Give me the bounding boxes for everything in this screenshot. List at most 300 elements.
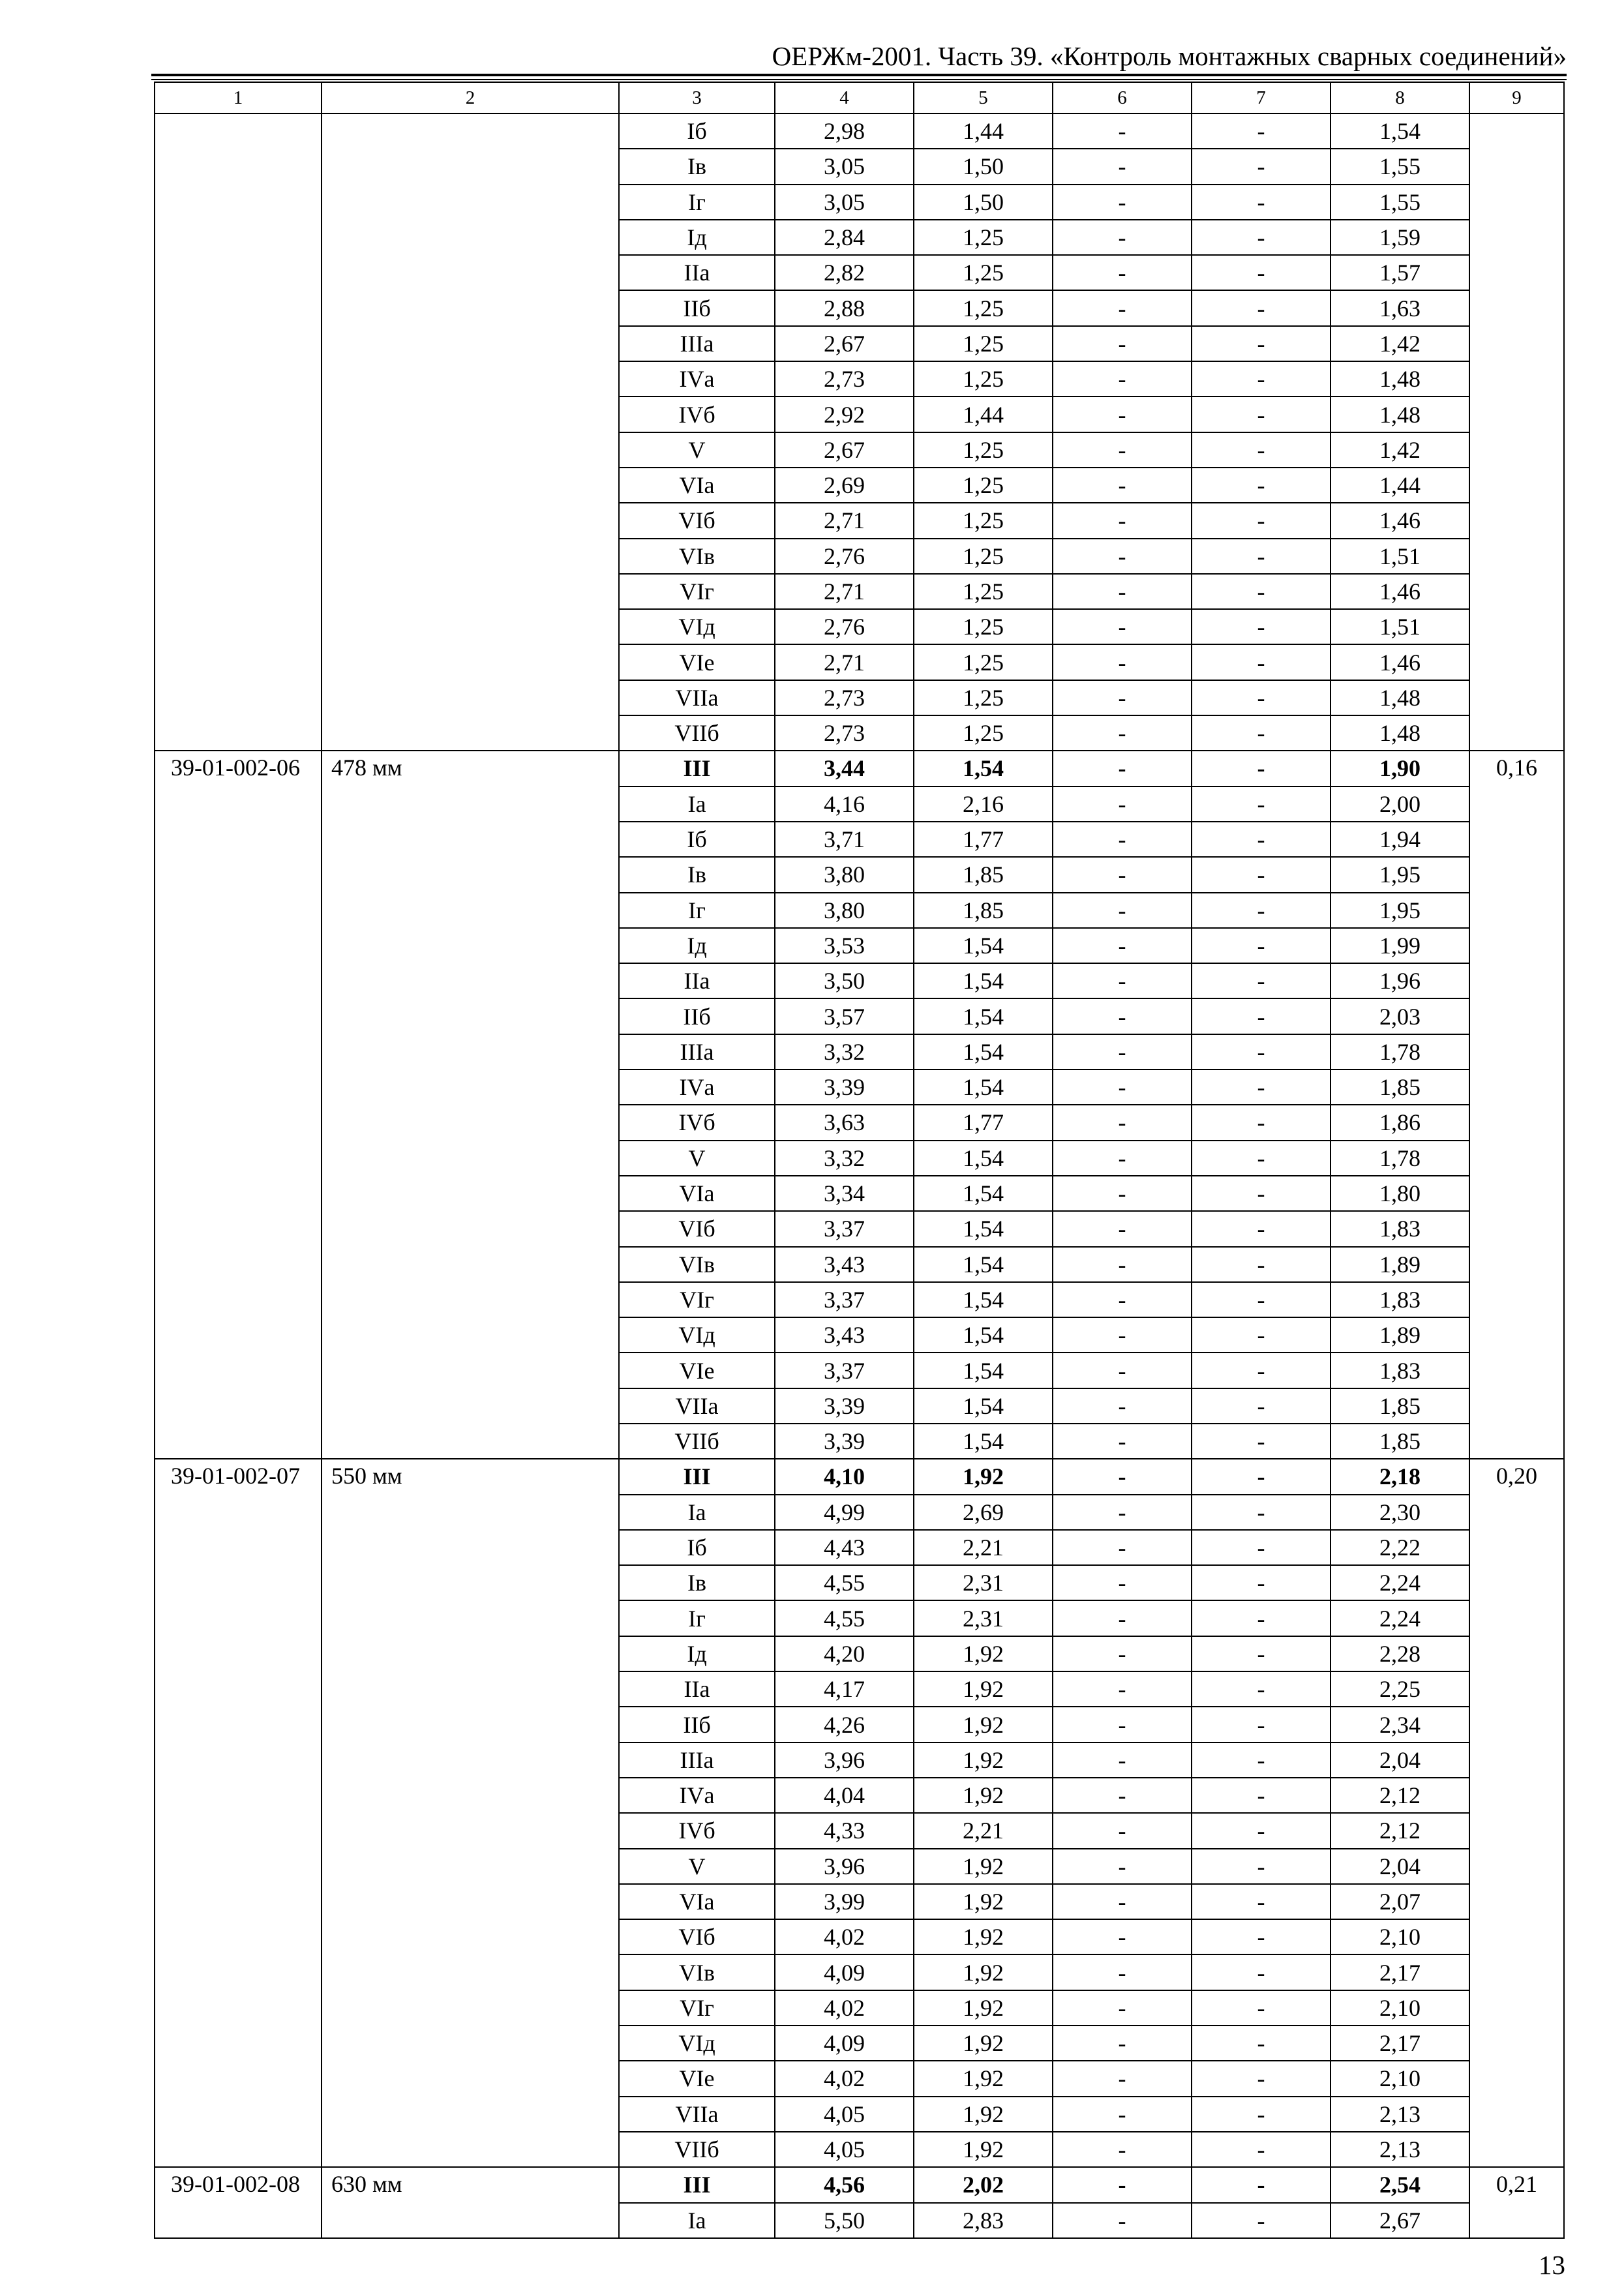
category-cell: IVб (619, 1813, 775, 1848)
value-col5: 1,54 (914, 1388, 1053, 1424)
value-col5: 1,77 (914, 822, 1053, 857)
value-col4: 4,20 (775, 1636, 914, 1671)
value-col8: 1,57 (1331, 255, 1469, 290)
value-col6: - (1053, 255, 1192, 290)
category-cell: VIг (619, 1282, 775, 1317)
value-col7: - (1192, 2026, 1331, 2061)
value-col5: 1,92 (914, 1459, 1053, 1494)
value-col5: 1,25 (914, 220, 1053, 255)
value-col5: 1,54 (914, 928, 1053, 963)
category-cell: VIв (619, 1247, 775, 1282)
value-col8: 1,83 (1331, 1282, 1469, 1317)
value-col4: 2,98 (775, 113, 914, 149)
value-col8: 2,03 (1331, 998, 1469, 1034)
value-col7: - (1192, 2061, 1331, 2096)
value-col5: 1,54 (914, 1247, 1053, 1282)
category-cell: VIIа (619, 1388, 775, 1424)
value-col7: - (1192, 1600, 1331, 1636)
value-col4: 4,10 (775, 1459, 914, 1494)
value-col6: - (1053, 2026, 1192, 2061)
value-col4: 3,57 (775, 998, 914, 1034)
value-col7: - (1192, 2097, 1331, 2132)
value-col4: 2,76 (775, 609, 914, 644)
value-col4: 5,50 (775, 2203, 914, 2238)
value-col5: 2,83 (914, 2203, 1053, 2238)
page-number: 13 (1539, 2250, 1565, 2280)
table-row (155, 113, 1564, 149)
value-col5: 1,85 (914, 857, 1053, 892)
value-col8: 2,30 (1331, 1495, 1469, 1530)
category-cell: III (619, 1459, 775, 1494)
value-col4: 4,09 (775, 2026, 914, 2061)
category-cell: IVа (619, 361, 775, 396)
value-col7: - (1192, 609, 1331, 644)
category-cell: Iв (619, 149, 775, 184)
value-col7: - (1192, 751, 1331, 786)
value-col6: - (1053, 715, 1192, 751)
value-col7: - (1192, 539, 1331, 574)
value-col4: 2,67 (775, 432, 914, 468)
value-col6: - (1053, 1636, 1192, 1671)
value-col7: - (1192, 1919, 1331, 1954)
value-col4: 4,16 (775, 786, 914, 822)
value-col5: 1,25 (914, 468, 1053, 503)
value-col6: - (1053, 1849, 1192, 1884)
value-col8: 1,55 (1331, 149, 1469, 184)
value-col4: 4,02 (775, 1919, 914, 1954)
value-col8: 1,85 (1331, 1388, 1469, 1424)
value-col6: - (1053, 113, 1192, 149)
value-col6: - (1053, 2097, 1192, 2132)
category-cell: IVб (619, 1105, 775, 1140)
value-col6: - (1053, 928, 1192, 963)
value-col8: 1,95 (1331, 893, 1469, 928)
value-col6: - (1053, 1671, 1192, 1707)
value-col4: 2,73 (775, 680, 914, 715)
category-cell: VIIб (619, 2132, 775, 2167)
value-col6: - (1053, 680, 1192, 715)
value-col5: 1,92 (914, 1707, 1053, 1742)
value-col5: 1,25 (914, 290, 1053, 325)
category-cell: VIе (619, 2061, 775, 2096)
value-col6: - (1053, 1141, 1192, 1176)
value-col6: - (1053, 1919, 1192, 1954)
value-col6: - (1053, 1070, 1192, 1105)
value-col7: - (1192, 1743, 1331, 1778)
value-col8: 1,42 (1331, 326, 1469, 361)
value-col4: 2,71 (775, 503, 914, 538)
value-col8: 1,46 (1331, 574, 1469, 609)
value-col8: 1,99 (1331, 928, 1469, 963)
column-number: 8 (1331, 82, 1469, 113)
category-cell: IIа (619, 255, 775, 290)
category-cell: Iб (619, 113, 775, 149)
value-col6: - (1053, 751, 1192, 786)
value-col4: 4,55 (775, 1565, 914, 1600)
value-col8: 1,44 (1331, 468, 1469, 503)
value-col4: 3,39 (775, 1388, 914, 1424)
category-cell: IIIа (619, 326, 775, 361)
category-cell: Iа (619, 786, 775, 822)
value-col4: 3,50 (775, 963, 914, 998)
category-cell: Iд (619, 220, 775, 255)
value-col6: - (1053, 1743, 1192, 1778)
value-col4: 4,02 (775, 1990, 914, 2026)
value-col5: 1,25 (914, 680, 1053, 715)
value-col5: 1,92 (914, 1849, 1053, 1884)
value-col8: 2,12 (1331, 1778, 1469, 1813)
value-col7: - (1192, 149, 1331, 184)
value-col8: 1,89 (1331, 1317, 1469, 1353)
value-col5: 2,02 (914, 2167, 1053, 2202)
value-col6: - (1053, 432, 1192, 468)
value-col8: 1,48 (1331, 715, 1469, 751)
diameter-cell: 550 мм (322, 1459, 619, 2167)
category-cell: IIIа (619, 1034, 775, 1070)
value-col7: - (1192, 396, 1331, 432)
value-col5: 1,92 (914, 1778, 1053, 1813)
rate-code-cell: 39-01-002-06 (155, 751, 322, 1459)
value-col8: 1,94 (1331, 822, 1469, 857)
value-col4: 3,96 (775, 1743, 914, 1778)
value-col6: - (1053, 2132, 1192, 2167)
column-number: 4 (775, 82, 914, 113)
value-col6: - (1053, 396, 1192, 432)
value-col4: 3,39 (775, 1424, 914, 1459)
value-col7: - (1192, 1176, 1331, 1211)
category-cell: VIб (619, 503, 775, 538)
value-col5: 2,21 (914, 1530, 1053, 1565)
value-col8: 2,17 (1331, 1954, 1469, 1990)
category-cell: VIд (619, 609, 775, 644)
category-cell: IIа (619, 963, 775, 998)
value-col6: - (1053, 1424, 1192, 1459)
category-cell: IVа (619, 1778, 775, 1813)
category-cell: VIб (619, 1919, 775, 1954)
value-col7: - (1192, 2132, 1331, 2167)
value-col6: - (1053, 1105, 1192, 1140)
value-col8: 2,13 (1331, 2132, 1469, 2167)
value-col5: 1,92 (914, 1884, 1053, 1919)
value-col7: - (1192, 1459, 1331, 1494)
category-cell: IIб (619, 1707, 775, 1742)
value-col5: 1,25 (914, 644, 1053, 680)
value-col7: - (1192, 715, 1331, 751)
value-col8: 1,42 (1331, 432, 1469, 468)
category-cell: VIа (619, 1176, 775, 1211)
value-col8: 2,34 (1331, 1707, 1469, 1742)
value-col6: - (1053, 2167, 1192, 2202)
value-col7: - (1192, 1813, 1331, 1848)
value-col5: 1,25 (914, 715, 1053, 751)
value-col7: - (1192, 1778, 1331, 1813)
value-col8: 2,22 (1331, 1530, 1469, 1565)
value-col7: - (1192, 1884, 1331, 1919)
value-col4: 3,80 (775, 857, 914, 892)
col9-value-cell: 0,21 (1469, 2167, 1564, 2238)
value-col8: 2,10 (1331, 2061, 1469, 2096)
value-col4: 3,05 (775, 185, 914, 220)
rate-code-cell: 39-01-002-07 (155, 1459, 322, 2167)
value-col5: 1,44 (914, 113, 1053, 149)
table-body (155, 82, 1564, 2238)
table-row (155, 751, 1564, 786)
value-col7: - (1192, 2203, 1331, 2238)
value-col4: 2,69 (775, 468, 914, 503)
value-col7: - (1192, 893, 1331, 928)
value-col8: 1,63 (1331, 290, 1469, 325)
value-col5: 1,92 (914, 1954, 1053, 1990)
category-cell: IIб (619, 998, 775, 1034)
table-row (155, 1459, 1564, 1494)
value-col4: 2,67 (775, 326, 914, 361)
category-cell: V (619, 1141, 775, 1176)
value-col5: 1,25 (914, 539, 1053, 574)
value-col7: - (1192, 963, 1331, 998)
value-col4: 3,05 (775, 149, 914, 184)
value-col6: - (1053, 1353, 1192, 1388)
value-col7: - (1192, 1707, 1331, 1742)
value-col6: - (1053, 1211, 1192, 1246)
value-col6: - (1053, 998, 1192, 1034)
value-col7: - (1192, 680, 1331, 715)
value-col7: - (1192, 857, 1331, 892)
value-col7: - (1192, 2167, 1331, 2202)
value-col7: - (1192, 1849, 1331, 1884)
value-col7: - (1192, 998, 1331, 1034)
value-col8: 1,51 (1331, 609, 1469, 644)
category-cell: Iг (619, 1600, 775, 1636)
value-col4: 3,37 (775, 1282, 914, 1317)
value-col7: - (1192, 1954, 1331, 1990)
value-col5: 1,54 (914, 1353, 1053, 1388)
value-col8: 1,95 (1331, 857, 1469, 892)
value-col8: 2,13 (1331, 2097, 1469, 2132)
value-col4: 4,09 (775, 1954, 914, 1990)
value-col6: - (1053, 1813, 1192, 1848)
diameter-cell: 478 мм (322, 751, 619, 1459)
value-col8: 1,83 (1331, 1211, 1469, 1246)
value-col5: 1,25 (914, 361, 1053, 396)
col9-value-cell: 0,16 (1469, 751, 1564, 1459)
value-col8: 1,96 (1331, 963, 1469, 998)
category-cell: VIIб (619, 715, 775, 751)
value-col8: 1,54 (1331, 113, 1469, 149)
value-col5: 1,54 (914, 1211, 1053, 1246)
value-col7: - (1192, 1247, 1331, 1282)
value-col8: 2,00 (1331, 786, 1469, 822)
value-col8: 1,48 (1331, 680, 1469, 715)
value-col5: 1,54 (914, 1282, 1053, 1317)
value-col6: - (1053, 1034, 1192, 1070)
value-col7: - (1192, 644, 1331, 680)
value-col4: 4,99 (775, 1495, 914, 1530)
category-cell: Iг (619, 185, 775, 220)
value-col5: 1,44 (914, 396, 1053, 432)
value-col8: 2,24 (1331, 1600, 1469, 1636)
value-col5: 1,50 (914, 185, 1053, 220)
value-col5: 1,77 (914, 1105, 1053, 1140)
value-col6: - (1053, 1282, 1192, 1317)
value-col8: 2,10 (1331, 1919, 1469, 1954)
value-col4: 4,55 (775, 1600, 914, 1636)
value-col8: 2,67 (1331, 2203, 1469, 2238)
value-col7: - (1192, 1990, 1331, 2026)
value-col5: 1,25 (914, 255, 1053, 290)
value-col5: 1,54 (914, 1424, 1053, 1459)
value-col6: - (1053, 963, 1192, 998)
value-col8: 1,90 (1331, 751, 1469, 786)
value-col7: - (1192, 1070, 1331, 1105)
value-col4: 4,05 (775, 2132, 914, 2167)
value-col5: 1,25 (914, 503, 1053, 538)
value-col5: 1,92 (914, 2132, 1053, 2167)
value-col8: 1,86 (1331, 1105, 1469, 1140)
value-col4: 2,92 (775, 396, 914, 432)
value-col7: - (1192, 1388, 1331, 1424)
value-col7: - (1192, 290, 1331, 325)
value-col7: - (1192, 1282, 1331, 1317)
value-col5: 1,50 (914, 149, 1053, 184)
column-number: 6 (1053, 82, 1192, 113)
value-col6: - (1053, 539, 1192, 574)
diameter-cell (322, 113, 619, 751)
value-col6: - (1053, 1778, 1192, 1813)
value-col5: 1,92 (914, 2061, 1053, 2096)
value-col7: - (1192, 1530, 1331, 1565)
category-cell: III (619, 2167, 775, 2202)
column-number: 3 (619, 82, 775, 113)
category-cell: IIа (619, 1671, 775, 1707)
value-col4: 3,44 (775, 751, 914, 786)
rate-code-cell: 39-01-002-08 (155, 2167, 322, 2238)
value-col8: 1,46 (1331, 503, 1469, 538)
value-col6: - (1053, 290, 1192, 325)
value-col5: 1,85 (914, 893, 1053, 928)
value-col7: - (1192, 113, 1331, 149)
value-col7: - (1192, 786, 1331, 822)
value-col8: 2,12 (1331, 1813, 1469, 1848)
value-col4: 3,32 (775, 1141, 914, 1176)
value-col7: - (1192, 1211, 1331, 1246)
value-col8: 2,04 (1331, 1743, 1469, 1778)
category-cell: VIа (619, 468, 775, 503)
value-col8: 1,85 (1331, 1424, 1469, 1459)
value-col7: - (1192, 1141, 1331, 1176)
header-rule-thin (151, 79, 1567, 80)
value-col8: 2,54 (1331, 2167, 1469, 2202)
value-col5: 2,21 (914, 1813, 1053, 1848)
column-number: 2 (322, 82, 619, 113)
category-cell: VIIа (619, 680, 775, 715)
category-cell: VIа (619, 1884, 775, 1919)
value-col6: - (1053, 1495, 1192, 1530)
value-col5: 1,54 (914, 1317, 1053, 1353)
category-cell: Iа (619, 1495, 775, 1530)
value-col8: 1,78 (1331, 1034, 1469, 1070)
category-cell: IVа (619, 1070, 775, 1105)
value-col5: 1,54 (914, 1176, 1053, 1211)
value-col5: 1,92 (914, 1990, 1053, 2026)
value-col4: 3,71 (775, 822, 914, 857)
value-col4: 3,39 (775, 1070, 914, 1105)
diameter-cell: 630 мм (322, 2167, 619, 2238)
column-number: 7 (1192, 82, 1331, 113)
value-col7: - (1192, 503, 1331, 538)
value-col6: - (1053, 1884, 1192, 1919)
value-col5: 1,92 (914, 2026, 1053, 2061)
category-cell: Iд (619, 1636, 775, 1671)
category-cell: VIе (619, 1353, 775, 1388)
category-cell: Iг (619, 893, 775, 928)
value-col7: - (1192, 185, 1331, 220)
value-col4: 4,43 (775, 1530, 914, 1565)
category-cell: VIг (619, 1990, 775, 2026)
value-col4: 4,26 (775, 1707, 914, 1742)
value-col5: 1,92 (914, 1919, 1053, 1954)
value-col7: - (1192, 1353, 1331, 1388)
value-col6: - (1053, 1600, 1192, 1636)
value-col5: 2,16 (914, 786, 1053, 822)
value-col7: - (1192, 361, 1331, 396)
value-col6: - (1053, 1954, 1192, 1990)
value-col4: 2,73 (775, 715, 914, 751)
value-col6: - (1053, 2061, 1192, 2096)
value-col6: - (1053, 1388, 1192, 1424)
category-cell: Iб (619, 822, 775, 857)
value-col7: - (1192, 1565, 1331, 1600)
value-col7: - (1192, 468, 1331, 503)
value-col6: - (1053, 1565, 1192, 1600)
code-cell (155, 113, 322, 751)
value-col7: - (1192, 1105, 1331, 1140)
value-col6: - (1053, 609, 1192, 644)
column-number: 5 (914, 82, 1053, 113)
value-col4: 3,32 (775, 1034, 914, 1070)
value-col8: 2,18 (1331, 1459, 1469, 1494)
value-col8: 2,28 (1331, 1636, 1469, 1671)
value-col7: - (1192, 822, 1331, 857)
value-col4: 2,88 (775, 290, 914, 325)
category-cell: Iв (619, 1565, 775, 1600)
value-col7: - (1192, 1636, 1331, 1671)
value-col4: 3,80 (775, 893, 914, 928)
value-col4: 3,63 (775, 1105, 914, 1140)
value-col7: - (1192, 220, 1331, 255)
value-col5: 1,92 (914, 1636, 1053, 1671)
value-col8: 1,89 (1331, 1247, 1469, 1282)
value-col8: 1,55 (1331, 185, 1469, 220)
category-cell: Iд (619, 928, 775, 963)
category-cell: IIIа (619, 1743, 775, 1778)
value-col4: 4,05 (775, 2097, 914, 2132)
value-col5: 1,54 (914, 751, 1053, 786)
value-col5: 1,54 (914, 1141, 1053, 1176)
rates-table (154, 82, 1565, 2239)
category-cell: VIд (619, 2026, 775, 2061)
value-col6: - (1053, 361, 1192, 396)
value-col6: - (1053, 468, 1192, 503)
value-col4: 3,99 (775, 1884, 914, 1919)
value-col4: 3,34 (775, 1176, 914, 1211)
value-col6: - (1053, 503, 1192, 538)
value-col6: - (1053, 786, 1192, 822)
value-col8: 1,59 (1331, 220, 1469, 255)
value-col8: 2,24 (1331, 1565, 1469, 1600)
category-cell: VIв (619, 539, 775, 574)
value-col5: 1,25 (914, 609, 1053, 644)
value-col7: - (1192, 928, 1331, 963)
